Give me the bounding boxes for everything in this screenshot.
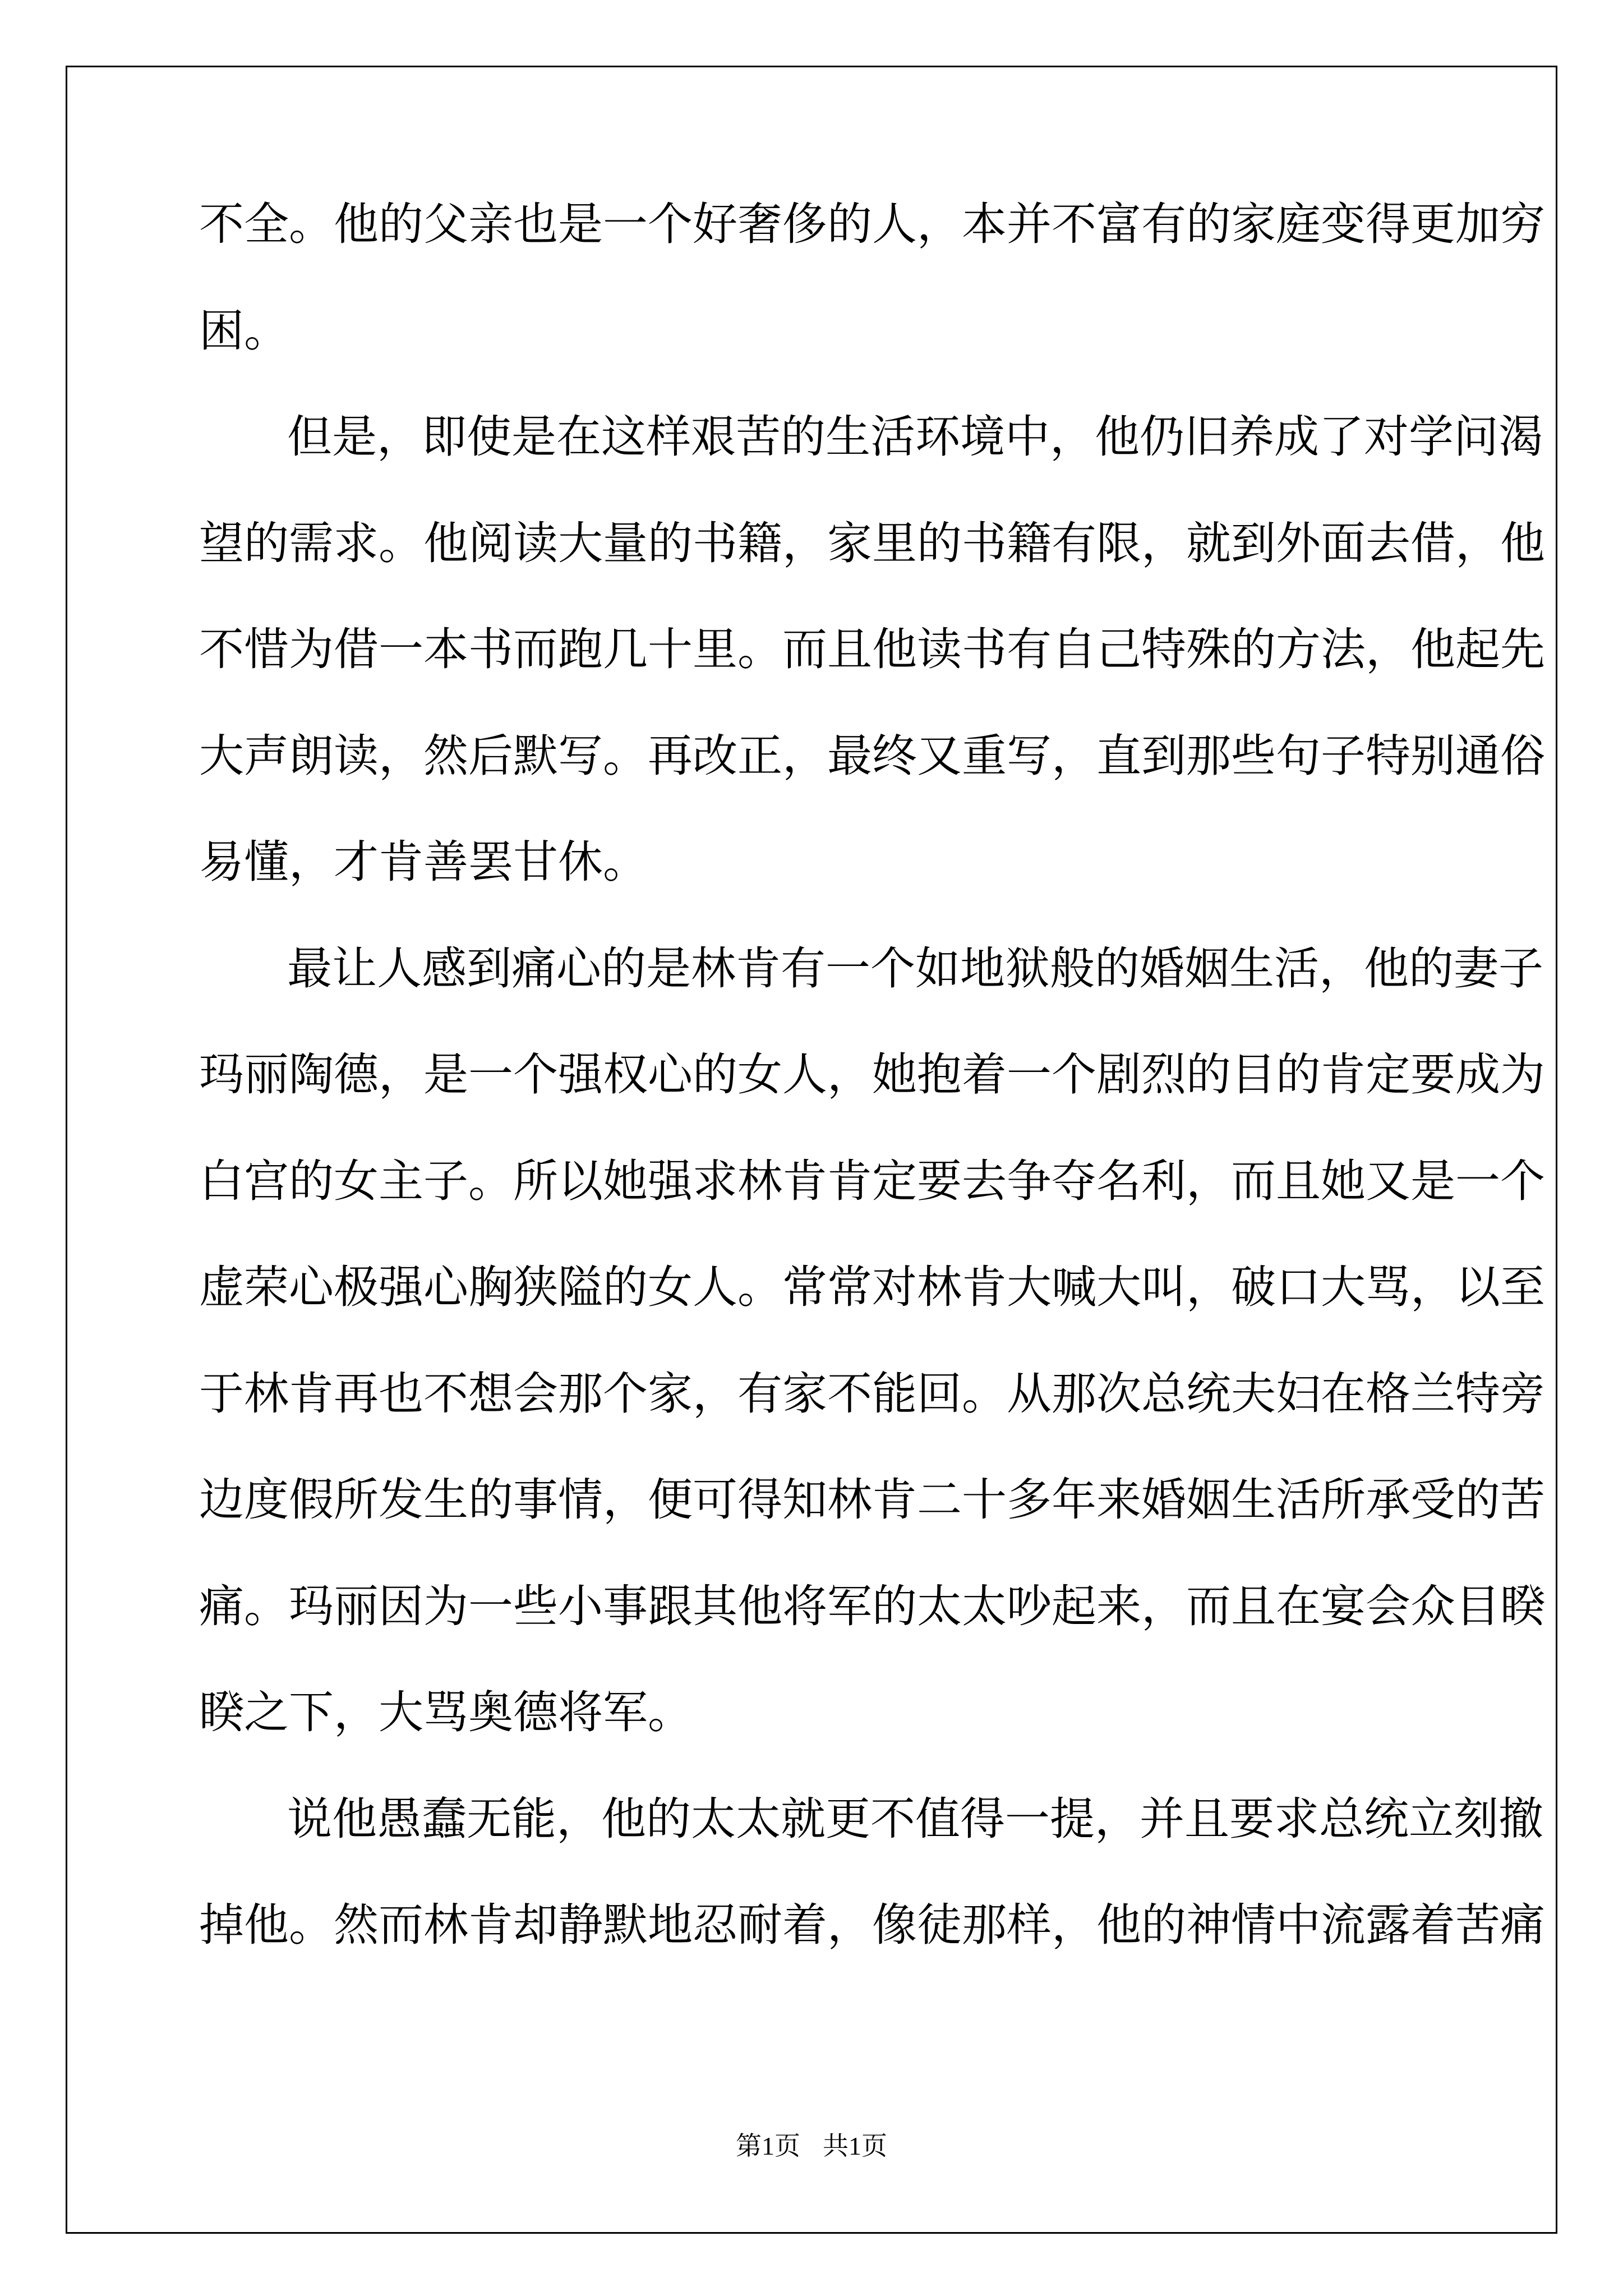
text-line: 虚荣心极强心胸狭隘的女人。常常对林肯大喊大叫，破口大骂，以至 [199, 1261, 1545, 1313]
text-line: 白宫的女主子。所以她强求林肯肯定要去争夺名利，而且她又是一个 [199, 1154, 1545, 1207]
text-line: 于林肯再也不想会那个家，有家不能回。从那次总统夫妇在格兰特旁 [199, 1367, 1545, 1420]
text-line: 不惜为借一本书而跑几十里。而且他读书有自己特殊的方法，他起先 [199, 623, 1545, 675]
text-line: 望的需求。他阅读大量的书籍，家里的书籍有限，就到外面去借，他 [199, 517, 1545, 569]
document-body [199, 197, 1545, 2005]
text-line: 大声朗读，然后默写。再改正，最终又重写，直到那些句子特别通俗 [199, 729, 1545, 782]
page-footer [0, 2131, 1623, 2162]
text-line: 掉他。然而林肯却静默地忍耐着，像徒那样，他的神情中流露着苦痛 [199, 1899, 1545, 1951]
text-line: 易懂，才肯善罢甘休。 [199, 836, 648, 888]
text-line: 睽之下，大骂奥德将军。 [199, 1686, 693, 1738]
text-line: 最让人感到痛心的是林肯有一个如地狱般的婚姻生活，他的妻子 [287, 942, 1543, 995]
text-line: 边度假所发生的事情，便可得知林肯二十多年来婚姻生活所承受的苦 [199, 1474, 1545, 1526]
text-line: 不全。他的父亲也是一个好奢侈的人，本并不富有的家庭变得更加穷 [199, 198, 1545, 250]
text-line: 困。 [199, 304, 289, 357]
text-line: 痛。玛丽因为一些小事跟其他将军的太太吵起来，而且在宴会众目睽 [199, 1580, 1545, 1632]
text-line: 说他愚蠢无能，他的太太就更不值得一提，并且要求总统立刻撤 [287, 1792, 1543, 1845]
text-line: 但是，即使是在这样艰苦的生活环境中，他仍旧养成了对学问渴 [287, 411, 1543, 463]
page-total: 共1页 [823, 2132, 887, 2160]
page-number: 第1页 [736, 2132, 800, 2160]
text-line: 玛丽陶德，是一个强权心的女人，她抱着一个剧烈的目的肯定要成为 [199, 1048, 1545, 1101]
